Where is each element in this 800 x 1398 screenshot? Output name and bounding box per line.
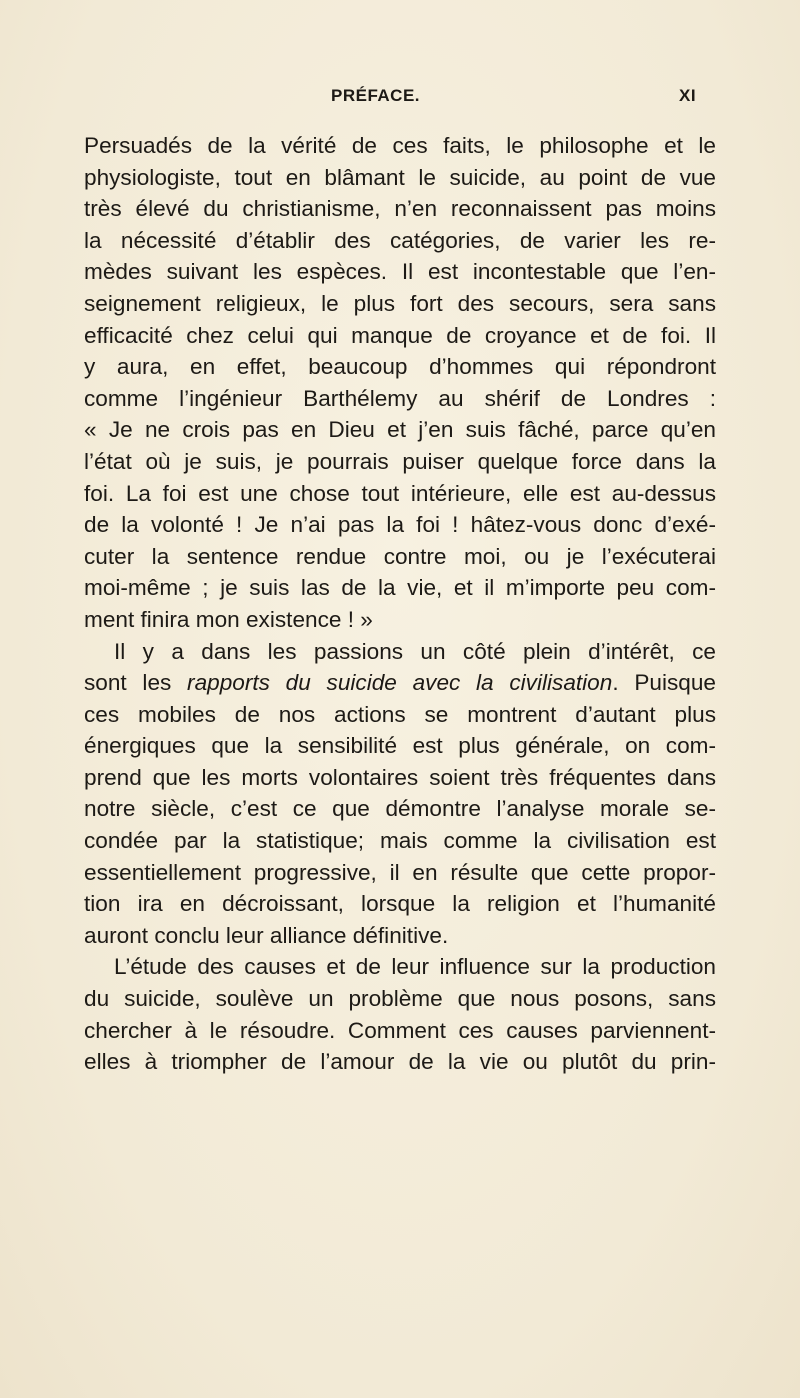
text-line: du suicide, soulève un problème que nous posons, sans	[84, 986, 716, 1012]
text-line: mèdes suivant les espèces. Il est incontestable que l’en-	[84, 259, 716, 285]
text-line: tion ira en décroissant, lorsque la religion et l’humanité	[84, 891, 716, 917]
text-line: ces mobiles de nos actions se montrent d’autant plus	[84, 701, 716, 727]
text-line: ment finira mon existence ! »	[84, 606, 373, 632]
text-fragment: sont les	[84, 670, 188, 696]
text-line-with-italic	[84, 667, 716, 699]
running-head	[0, 86, 800, 112]
text-line: chercher à le résoudre. Comment ces causes parviennent-	[84, 1017, 716, 1043]
text-line: « Je ne crois pas en Dieu et j’en suis fâché, parce qu’en	[84, 417, 716, 443]
text-line: auront conclu leur alliance définitive.	[84, 922, 449, 948]
text-line: y aura, en effet, beaucoup d’hommes qui répondront	[84, 354, 716, 380]
text-line: énergiques que la sensibilité est plus générale, on com-	[84, 733, 716, 759]
text-line: essentiellement progressive, il en résulte que cette propor-	[84, 859, 716, 885]
text-line: moi-même ; je suis las de la vie, et il m’importe peu com-	[84, 575, 716, 601]
body-text	[84, 130, 716, 1078]
text-line: très élevé du christianisme, n’en reconnaissent pas moins	[84, 196, 716, 222]
text-line: condée par la statistique; mais comme la civilisation est	[84, 828, 716, 854]
text-line: L’étude des causes et de leur influence sur la production	[114, 954, 716, 980]
page-number: XI	[679, 86, 697, 105]
text-line: Il y a dans les passions un côté plein d’intérêt, ce	[114, 638, 716, 664]
text-line: notre siècle, c’est ce que démontre l’analyse morale se-	[84, 796, 716, 822]
text-line: foi. La foi est une chose tout intérieure, elle est au-dessus	[84, 480, 716, 506]
text-line: efficacité chez celui qui manque de croyance et de foi. Il	[84, 322, 716, 348]
text-line: physiologiste, tout en blâmant le suicide, au point de vue	[84, 164, 716, 190]
text-line: la nécessité d’établir des catégories, de varier les re-	[84, 227, 716, 253]
italic-phrase: rapports du suicide avec la civilisation	[187, 670, 613, 696]
text-line: de la volonté ! Je n’ai pas la foi ! hâtez-vous donc d’exé-	[84, 512, 716, 538]
text-line: prend que les morts volontaires soient très fréquentes dans	[84, 764, 716, 790]
text-line: l’état où je suis, je pourrais puiser quelque force dans la	[84, 448, 716, 474]
text-line: Persuadés de la vérité de ces faits, le philosophe et le	[84, 133, 716, 158]
text-line: seignement religieux, le plus fort des secours, sera sans	[84, 290, 716, 316]
text-fragment: . Puisque	[612, 670, 716, 696]
text-line: comme l’ingénieur Barthélemy au shérif de Londres :	[84, 385, 716, 411]
text-line: elles à triompher de l’amour de la vie ou plutôt du prin-	[84, 1049, 716, 1075]
text-line: cuter la sentence rendue contre moi, ou je l’exécuterai	[84, 543, 716, 569]
running-head-title: PRÉFACE.	[331, 86, 421, 105]
